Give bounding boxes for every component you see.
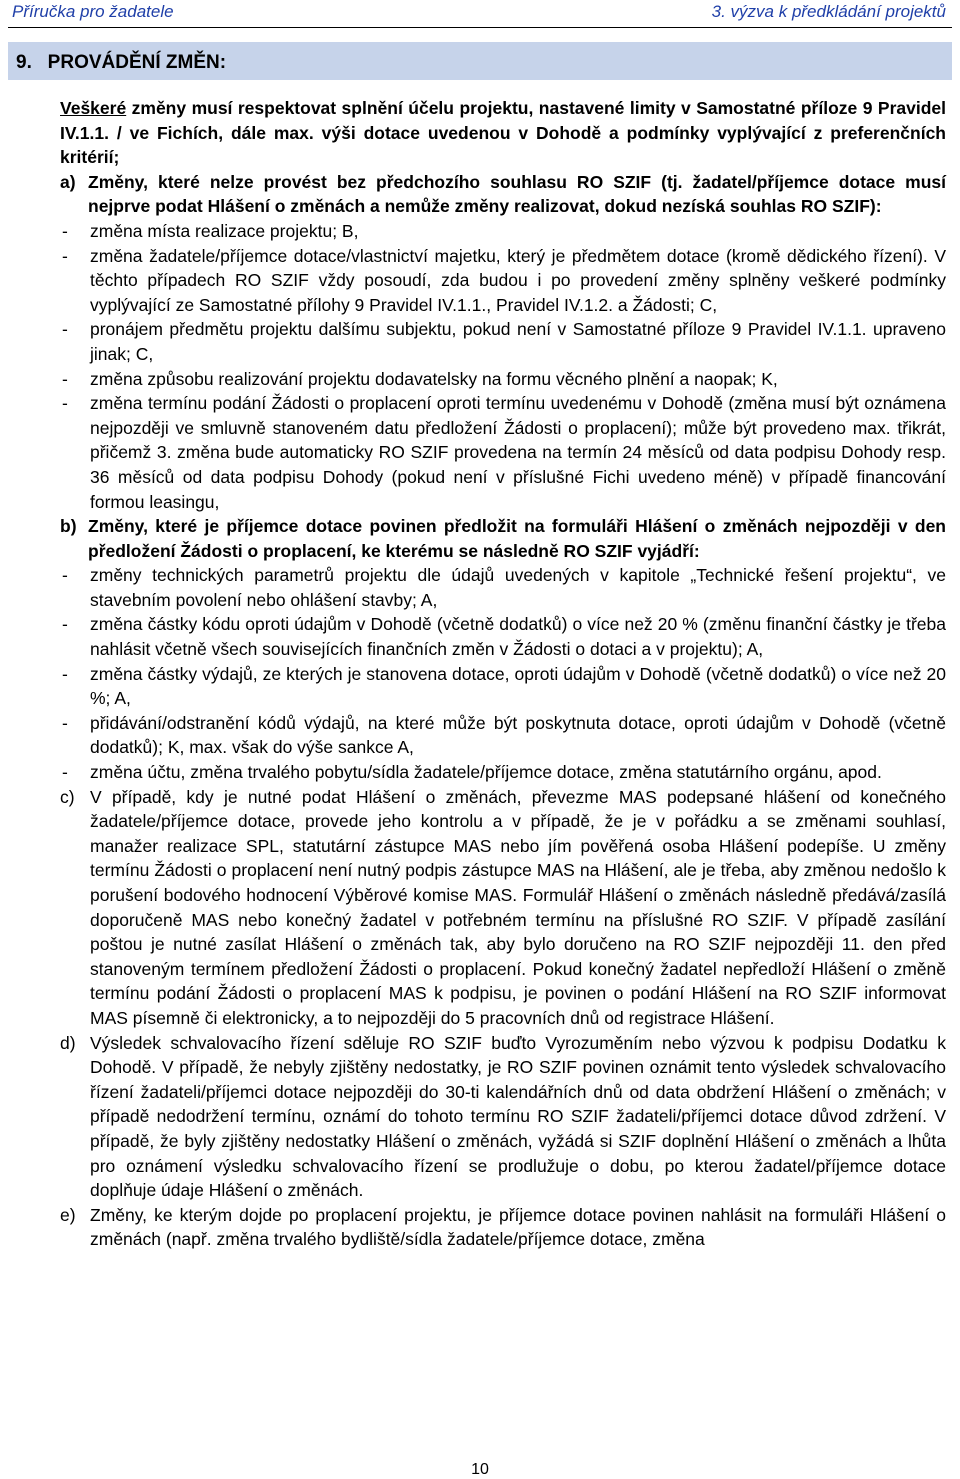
section-title: 9. PROVÁDĚNÍ ZMĚN: (16, 52, 227, 73)
list-item: - změna místa realizace projektu; B, (60, 219, 946, 244)
list-item: - změna termínu podání Žádosti o proplacení oproti termínu uvedenému v Dohodě (změna musí být oznámena nejpozději ve smluvně stanoveném datu předložení Žádosti o proplacení); může být provedeno max. třikrát, přičemž 3. změna bude automaticky RO SZIF provedena na termín 24 měsíců od data podpisu Dohody resp. 36 měsíců od data podpisu Dohody (pokud není v příslušné Fichi uvedeno méně) v případě financování formou leasingu, (60, 391, 946, 514)
list-item: - pronájem předmětu projektu dalšímu subjektu, pokud není v Samostatné příloze 9 Pravidel IV.1.1. upraveno jinak; C, (60, 317, 946, 366)
page-number: 10 (471, 1461, 489, 1478)
item-e-label: e) (60, 1204, 76, 1225)
item-d (60, 1031, 946, 1203)
item-a-lead: Změny, které nelze provést bez předchozího souhlasu RO SZIF (tj. žadatel/příjemce dotace musí nejprve podat Hlášení o změnách a nemůže změny realizovat, dokud nezíská souhlas RO SZIF): (88, 171, 946, 217)
list-item: - změny technických parametrů projektu dle údajů uvedených v kapitole „Technické řešení projektu“, ve stavebním povolení nebo ohlášení stavby; A, (60, 563, 946, 612)
item-d-label: d) (60, 1032, 76, 1053)
item-e-text: Změny, ke kterým dojde po proplacení projektu, je příjemce dotace povinen nahlásit na formuláři Hlášení o změnách (např. změna trvalého bydliště/sídla žadatele/příjemce dotace, změna (90, 1204, 946, 1250)
section-heading (8, 42, 952, 80)
item-c (60, 785, 946, 1031)
list-item: - změna žadatele/příjemce dotace/vlastnictví majetku, který je předmětem dotace (kromě dědického řízení). V těchto případech RO SZIF vždy posoudí, zda budou i po provedení změny splněny veškeré podmínky vyplývající ze Samostatné přílohy 9 Pravidel IV.1.1., Pravidel IV.1.2. a Žádosti; C, (60, 244, 946, 318)
intro-paragraph (60, 96, 946, 170)
item-b (60, 514, 946, 563)
list-item: - změna částky výdajů, ze kterých je stanovena dotace, oproti údajům v Dohodě (včetně dodatků) o více než 20 %; A, (60, 662, 946, 711)
list-item: - změna účtu, změna trvalého pobytu/sídla žadatele/příjemce dotace, změna statutárního orgánu, apod. (60, 760, 946, 785)
list-item: - přidávání/odstranění kódů výdajů, na které může být poskytnuta dotace, oproti údajům v Dohodě (včetně dodatků); K, max. však do výše sankce A, (60, 711, 946, 760)
header-right-title: 3. výzva k předkládání projektů (711, 2, 946, 21)
intro-text: změny musí respektovat splnění účelu projektu, nastavené limity v Samostatné příloze 9 Pravidel IV.1.1. / ve Fichích, dále max. výši dotace uvedenou v Dohodě a podmínky vyplývající z preferenčních kritérií; (60, 98, 946, 168)
item-d-text: Výsledek schvalovacího řízení sděluje RO SZIF buďto Vyrozuměním nebo výzvou k podpisu Dodatku k Dohodě. V případě, že nebyly zjištěny nedostatky, je RO SZIF povinen oznámit tento výsledek schvalovacího řízení žadateli/příjemci dotace nejpozději do 30-ti kalendářních dnů od data obdržení Hlášení o změnách; v případě nedodržení termínu, oznámí do tohoto termínu RO SZIF žadateli/příjemci dotace důvod zdržení. V případě, že byly zjištěny nedostatky Hlášení o změnách, vyžádá si SZIF doplnění Hlášení o změnách a lhůta pro oznámení výsledku schvalovacího řízení se prodlužuje o dobu, po kterou žadatel/příjemce dotace doplňuje údaje Hlášení o změnách. (90, 1032, 946, 1201)
item-b-label: b) (60, 516, 77, 537)
item-b-lead: Změny, které je příjemce dotace povinen předložit na formuláři Hlášení o změnách nejpozději v den předložení Žádosti o proplacení, ke kterému se následně RO SZIF vyjádří: (88, 516, 946, 561)
header-left-title: Příručka pro žadatele (12, 2, 174, 21)
item-e (60, 1203, 946, 1252)
item-a-label: a) (60, 171, 76, 192)
document-body (60, 96, 946, 1252)
list-item: - změna částky kódu oproti údajům v Dohodě (včetně dodatků) o více než 20 % (změnu finanční částky je třeba nahlásit včetně všech souvisejících finančních změn v Žádosti o dotaci a v projektu); A, (60, 612, 946, 661)
item-c-text: V případě, kdy je nutné podat Hlášení o změnách, převezme MAS podepsané hlášení od konečného žadatele/příjemce dotace, provede jeho kontrolu a v případě, že je v pořádku a se změnami souhlasí, manažer realizace SPL, statutární zástupce MAS nebo jím pověřená osoba Hlášení podepíše. U změny termínu Žádosti o proplacení není nutný podpis zástupce MAS na Hlášení, ale je třeba, aby změnou nedošlo k porušení bodového hodnocení Výběrové komise MAS. Formulář Hlášení o změnách následně předává/zasílá doporučeně MAS nebo konečný žadatel v potřebném termínu na příslušné RO SZIF. V případě zasílání poštou je nutné zasílat Hlášení o změnách tak, aby bylo doručeno na RO SZIF nejpozději 11. den před stanoveným termínem předložení Žádosti o proplacení. Pokud konečný žadatel nepředloží Hlášení o změně termínu podání Žádosti o proplacení MAS k podpisu, je povinen o podání Hlášení na RO SZIF informovat MAS písemně či elektronicky, a to nejpozději do 5 pracovních dnů od registrace Hlášení. (90, 786, 946, 1028)
item-c-label: c) (60, 786, 75, 807)
intro-underlined-word: Veškeré (60, 98, 127, 118)
item-a (60, 170, 946, 219)
list-item: - změna způsobu realizování projektu dodavatelsky na formu věcného plnění a naopak; K, (60, 367, 946, 392)
running-header (8, 0, 952, 28)
